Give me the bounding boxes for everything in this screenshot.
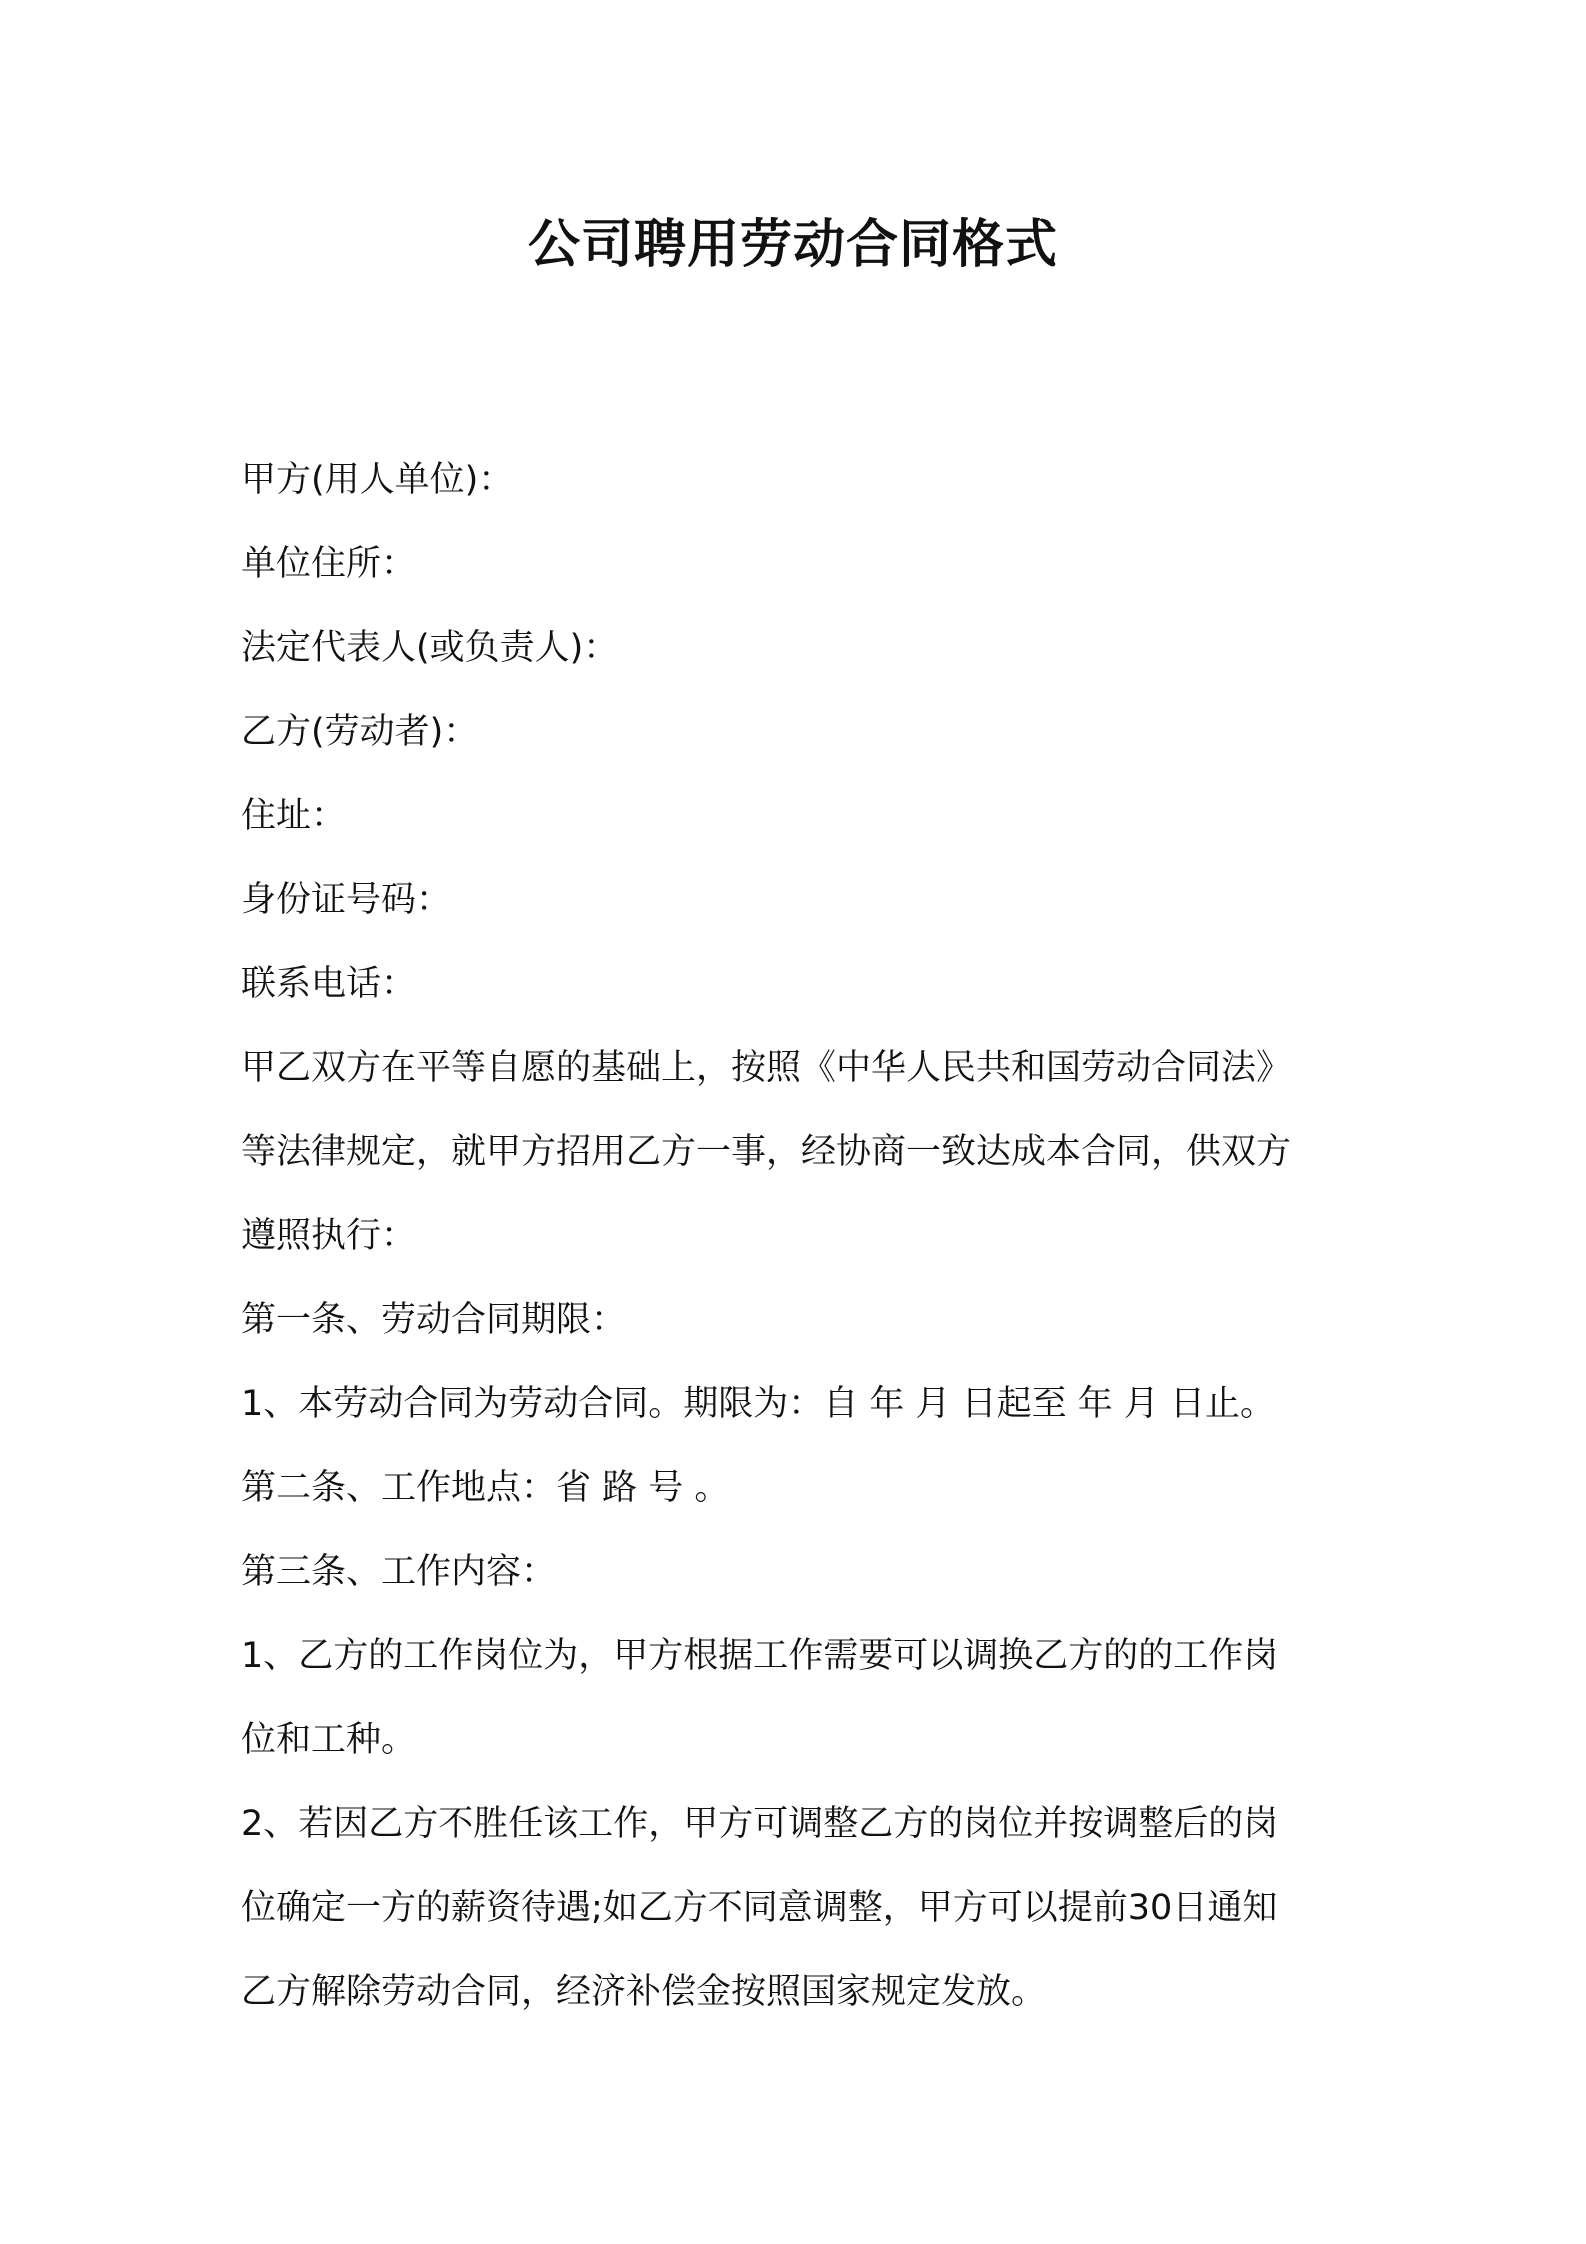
preamble-line-2: 等法律规定，就甲方招用乙方一事，经协商一致达成本合同，供双方	[241, 1132, 1292, 1172]
article-3-clause-2-line-3: 乙方解除劳动合同，经济补偿金按照国家规定发放。	[241, 1972, 1047, 2012]
article-3-heading: 第三条、工作内容：	[241, 1552, 557, 1592]
article-3-clause-2-line-1: 2、若因乙方不胜任该工作，甲方可调整乙方的岗位并按调整后的岗	[241, 1804, 1279, 1844]
unit-address-line: 单位住所：	[241, 544, 417, 584]
document-title: 公司聘用劳动合同格式	[527, 215, 1058, 275]
article-3-clause-1-line-1: 1、乙方的工作岗位为，甲方根据工作需要可以调换乙方的的工作岗	[241, 1636, 1279, 1676]
article-3-clause-1-line-2: 位和工种。	[241, 1720, 417, 1760]
article-2-heading: 第二条、工作地点：省 路 号 。	[241, 1468, 730, 1508]
address-line: 住址：	[241, 796, 347, 836]
id-number-line: 身份证号码：	[241, 880, 452, 920]
phone-line: 联系电话：	[241, 964, 417, 1004]
document-body	[241, 438, 1371, 2034]
preamble-line-3: 遵照执行：	[241, 1216, 417, 1256]
article-1-clause-1: 1、本劳动合同为劳动合同。期限为：自 年 月 日起至 年 月 日止。	[241, 1384, 1276, 1424]
party-a-line: 甲方(用人单位)：	[241, 460, 514, 500]
preamble-line-1: 甲乙双方在平等自愿的基础上，按照《中华人民共和国劳动合同法》	[241, 1048, 1292, 1088]
article-3-clause-2-line-2: 位确定一方的薪资待遇;如乙方不同意调整，甲方可以提前30日通知	[241, 1888, 1278, 1928]
legal-representative-line: 法定代表人(或负责人)：	[241, 628, 619, 668]
article-1-heading: 第一条、劳动合同期限：	[241, 1300, 627, 1340]
party-b-line: 乙方(劳动者)：	[241, 712, 479, 752]
